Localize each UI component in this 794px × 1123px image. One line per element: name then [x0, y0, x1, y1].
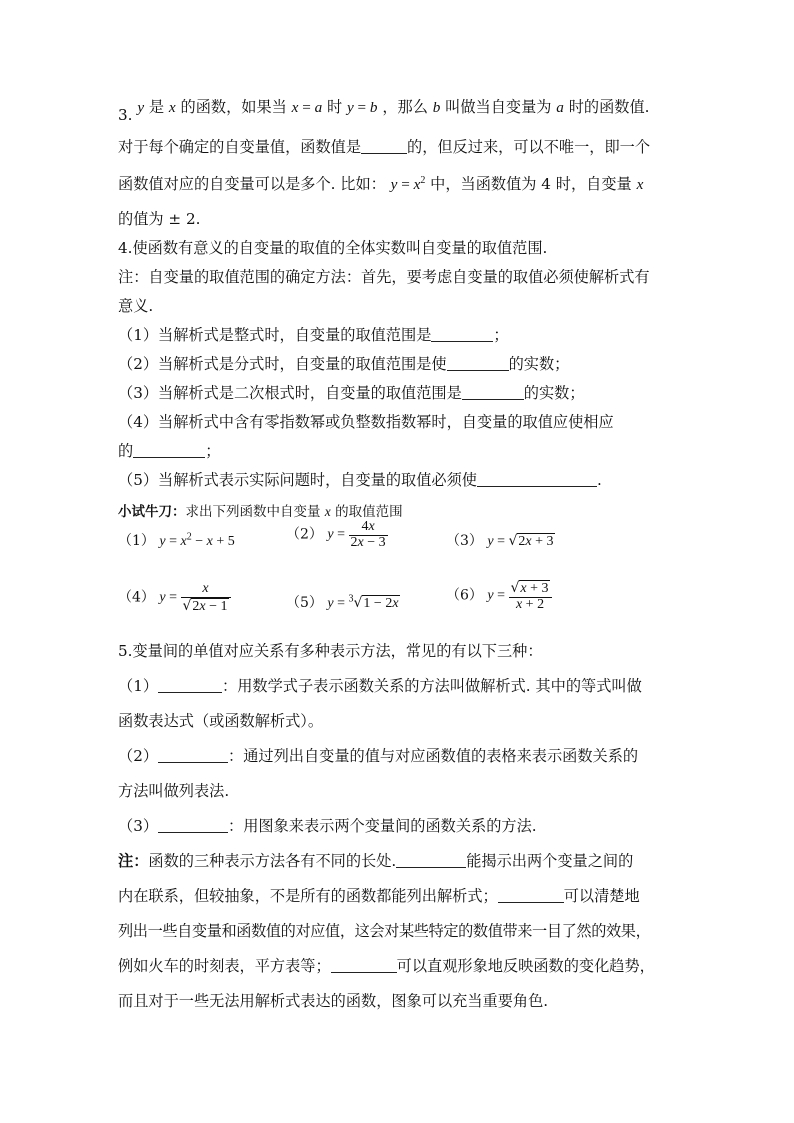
sec4-item2: [118, 353, 678, 374]
exercise-2: [286, 520, 388, 550]
sec5-method1: [118, 675, 678, 696]
sec5-text: 可以清楚地: [563, 887, 640, 905]
exercise-formula: $y = x^2 - x + 5$: [159, 531, 235, 549]
sec5-text: （1）: [118, 677, 159, 695]
sec5-text: ：通过列出自变量的值与对应函数值的表格来表示函数关系的: [228, 747, 639, 765]
answer-blank[interactable]: [361, 137, 407, 154]
exercise-formula: y = √2x + 3: [487, 533, 554, 549]
sec4-text: ；: [205, 442, 221, 460]
sec5-text: （3）: [118, 817, 159, 835]
sec4-item4-line1: （4）当解析式中含有零指数幂或负整数指数幂时，自变量的取值应使相应: [118, 413, 614, 431]
exercise-3: [446, 530, 555, 550]
sec5-text: ：用图象来表示两个变量间的函数关系的方法.: [228, 817, 537, 835]
sec4-text: （2）当解析式是分式时，自变量的取值范围是使: [118, 355, 447, 373]
practice-heading: [118, 500, 678, 520]
practice-exercises: [118, 519, 678, 636]
sec3-text: 的值为 ± 2.: [118, 210, 201, 228]
math-x: x: [168, 99, 176, 116]
exercise-number: （2）: [286, 526, 323, 543]
sec4-text: ；: [493, 326, 509, 344]
sec3-number: 3.: [118, 106, 133, 124]
sec4-text: .: [596, 471, 602, 489]
sec5-method1-cont: 函数表达式（或函数解析式）。: [118, 712, 324, 730]
answer-blank[interactable]: [158, 816, 228, 833]
sec4-text: （5）当解析式表示实际问题时，自变量的取值必须使: [118, 471, 477, 489]
sec4-item1: [118, 324, 678, 345]
sec5-text: 例如火车的时刻表，平方表等；: [118, 957, 331, 975]
math-y-eq-x2: $y = x^2$: [390, 174, 426, 193]
answer-blank[interactable]: [158, 676, 222, 693]
sec5-text: 函数的三种表示方法各有不同的长处.: [148, 852, 397, 870]
sec4-note-line1: 注：自变量的取值范围的确定方法：首先，要考虑自变量的取值必须使解析式有: [118, 268, 650, 286]
answer-blank[interactable]: [158, 746, 228, 763]
answer-blank[interactable]: [396, 851, 466, 868]
answer-blank[interactable]: [498, 886, 564, 903]
sec5-title: 5.变量间的单值对应关系有多种表示方法，常见的有以下三种：: [118, 642, 543, 660]
sec3-text: 是: [148, 98, 165, 116]
sec5-method3: [118, 815, 678, 836]
math-a: a: [556, 99, 564, 116]
math-y: y: [137, 99, 145, 116]
sec5-text: 可以直观形象地反映函数的变化趋势，: [396, 957, 655, 975]
note-label: 注：: [118, 852, 149, 870]
sec4-text: 的实数；: [523, 384, 585, 402]
sec5-text: 能揭示出两个变量之间的: [466, 852, 634, 870]
sec5-note-line4: [118, 955, 678, 976]
sec4-text: （1）当解析式是整式时，自变量的取值范围是: [118, 326, 432, 344]
sec5-note-line3: 列出一些自变量和函数值的对应值，这会对某些特定的数值带来一目了然的效果，: [118, 922, 651, 940]
sec4-item4-line2: [118, 440, 678, 461]
math-b: b: [432, 99, 441, 116]
sec4-item3: [118, 382, 678, 403]
document-page: [118, 96, 678, 1011]
sec4-item5: [118, 469, 678, 490]
sec5-note-line5: 而且对于一些无法用解析式表达的函数，图象可以充当重要角色.: [118, 992, 549, 1010]
sec3-text: 叫做当自变量为: [445, 98, 552, 116]
sec5-note-line1: [118, 850, 678, 871]
math-x: x: [324, 504, 331, 519]
answer-blank[interactable]: [133, 441, 205, 458]
sec4-text: 的实数；: [508, 355, 570, 373]
sec5-method2: [118, 745, 678, 766]
sec3-text: 的函数，如果当: [180, 98, 287, 116]
answer-blank[interactable]: [447, 354, 509, 371]
sec3-line1: [118, 96, 678, 124]
answer-blank[interactable]: [431, 325, 493, 342]
math-x: x: [636, 176, 644, 193]
exercise-5: [286, 592, 400, 612]
exercise-number: （3）: [446, 533, 483, 549]
exercise-6: [446, 580, 552, 612]
answer-blank[interactable]: [331, 956, 397, 973]
practice-label: 小试牛刀：: [118, 504, 186, 520]
sec5-method2-cont: 方法叫做列表法.: [118, 782, 230, 800]
practice-text: 求出下列函数中自变量: [185, 504, 321, 520]
sec4-text: 的: [118, 442, 134, 460]
math-y-eq-b: y = b: [347, 99, 378, 116]
sec3-text: 时的函数值.: [568, 98, 650, 116]
sec4-title: 4.使函数有意义的自变量的取值的全体实数叫自变量的取值范围.: [118, 239, 548, 257]
sec3-line3: [118, 173, 678, 194]
sec5-text: 内在联系，但较抽象，不是所有的函数都能列出解析式；: [118, 887, 498, 905]
sec3-text: 函数值对应的自变量可以是多个. 比如：: [118, 175, 386, 193]
practice-text: 的取值范围: [335, 504, 403, 520]
sec5-note-line2: [118, 885, 678, 906]
exercise-number: （5）: [286, 595, 323, 611]
sec3-text: 中，当函数值为 4 时，自变量: [430, 175, 632, 193]
exercise-1: [118, 530, 235, 550]
sec3-text: 时: [326, 98, 343, 116]
sec4-note-line2: 意义.: [118, 297, 154, 315]
sec5-text: （2）: [118, 747, 159, 765]
exercise-formula: y = $\frac{√x + 3}{x + 2}$: [487, 588, 551, 603]
answer-blank[interactable]: [477, 470, 597, 487]
sec3-text: ，那么: [382, 98, 428, 116]
sec3-text: 对于每个确定的自变量值，函数值是: [118, 138, 361, 156]
exercise-number: （1）: [118, 533, 155, 549]
exercise-number: （6）: [446, 587, 483, 604]
sec5-text: ：用数学式子表示函数关系的方法叫做解析式. 其中的等式叫做: [222, 677, 642, 695]
exercise-formula: y = $\frac{4x}{2x - 3}$: [327, 519, 386, 550]
math-x-eq-a: x = a: [291, 99, 323, 116]
sec3-line2: [118, 136, 678, 157]
exercise-formula: y = $^3$√1 − 2x: [327, 593, 399, 611]
sec3-line4: [118, 208, 678, 229]
exercise-4: [118, 582, 231, 614]
answer-blank[interactable]: [462, 383, 524, 400]
sec3-text: 的，但反过来，可以不唯一，即一个: [407, 138, 650, 156]
sec4-text: （3）当解析式是二次根式时，自变量的取值范围是: [118, 384, 462, 402]
exercise-formula: y = $\frac{x}{√2x - 1}$: [159, 590, 230, 605]
exercise-number: （4）: [118, 589, 155, 606]
